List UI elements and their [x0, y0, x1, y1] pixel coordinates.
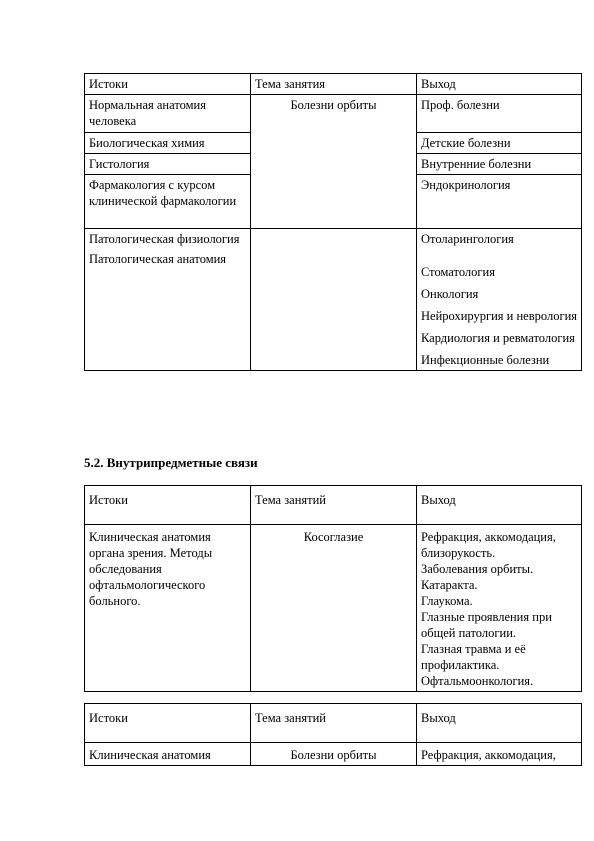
- output-cell: Рефракция, аккомодация,: [417, 743, 582, 766]
- source-item: Патологическая анатомия: [89, 252, 227, 266]
- source-cell: [85, 229, 251, 371]
- header-output: Выход: [417, 704, 582, 743]
- output-item: Нейрохирургия и неврология: [421, 309, 578, 323]
- source-cell: Фармакология с курсом клинической фармакологии: [85, 175, 251, 229]
- source-cell: Клиническая анатомия органа зрения. Методы обследования офтальмологического больного.: [85, 525, 251, 692]
- output-item: Глаукома.: [421, 594, 473, 608]
- output-cell: [417, 229, 582, 371]
- source-item: Патологическая физиология: [89, 232, 240, 246]
- output-cell: Проф. болезни: [417, 95, 582, 133]
- output-item: Стоматология: [421, 265, 495, 279]
- output-item: Онкология: [421, 287, 479, 301]
- source-cell: Нормальная анатомия человека: [85, 95, 251, 133]
- header-topic: Тема занятий: [251, 486, 417, 525]
- topic-cell-empty: [251, 229, 417, 371]
- output-item: Инфекционные болезни: [421, 353, 550, 367]
- header-sources: Истоки: [85, 486, 251, 525]
- output-cell: Детские болезни: [417, 133, 582, 154]
- table-row: [85, 229, 582, 371]
- topic-cell: Болезни орбиты: [251, 95, 417, 229]
- output-item: Глазная травма и её профилактика.: [421, 642, 526, 672]
- header-topic: Тема занятия: [251, 74, 417, 95]
- output-cell: Внутренние болезни: [417, 154, 582, 175]
- topic-cell: Болезни орбиты: [251, 743, 417, 766]
- table-row: [85, 95, 582, 133]
- output-item: Кардиология и ревматология: [421, 331, 575, 345]
- section-heading: 5.2. Внутрипредметные связи: [84, 455, 258, 470]
- table-row: [85, 743, 582, 766]
- topic-cell: Косоглазие: [251, 525, 417, 692]
- source-cell: Биологическая химия: [85, 133, 251, 154]
- output-item: Рефракция, аккомодация, близорукость.: [421, 530, 556, 560]
- source-cell: Гистология: [85, 154, 251, 175]
- output-cell: [417, 525, 582, 692]
- header-sources: Истоки: [85, 704, 251, 743]
- table-header-row: [85, 486, 582, 525]
- intradisciplinary-table-2: [84, 703, 582, 766]
- header-topic: Тема занятий: [251, 704, 417, 743]
- output-item: Катаракта.: [421, 578, 478, 592]
- header-sources: Истоки: [85, 74, 251, 95]
- intradisciplinary-table: [84, 485, 582, 692]
- table-row: [85, 525, 582, 692]
- output-cell: Эндокринология: [417, 175, 582, 229]
- table-header-row: [85, 74, 582, 95]
- header-output: Выход: [417, 486, 582, 525]
- header-output: Выход: [417, 74, 582, 95]
- output-item: Отоларингология: [421, 232, 514, 246]
- source-cell: Клиническая анатомия: [85, 743, 251, 766]
- output-item: Глазные проявления при общей патологии.: [421, 610, 552, 640]
- output-item: Заболевания орбиты.: [421, 562, 534, 576]
- interdisciplinary-table: [84, 73, 582, 371]
- table-header-row: [85, 704, 582, 743]
- output-item: Офтальмоонкология.: [421, 674, 534, 688]
